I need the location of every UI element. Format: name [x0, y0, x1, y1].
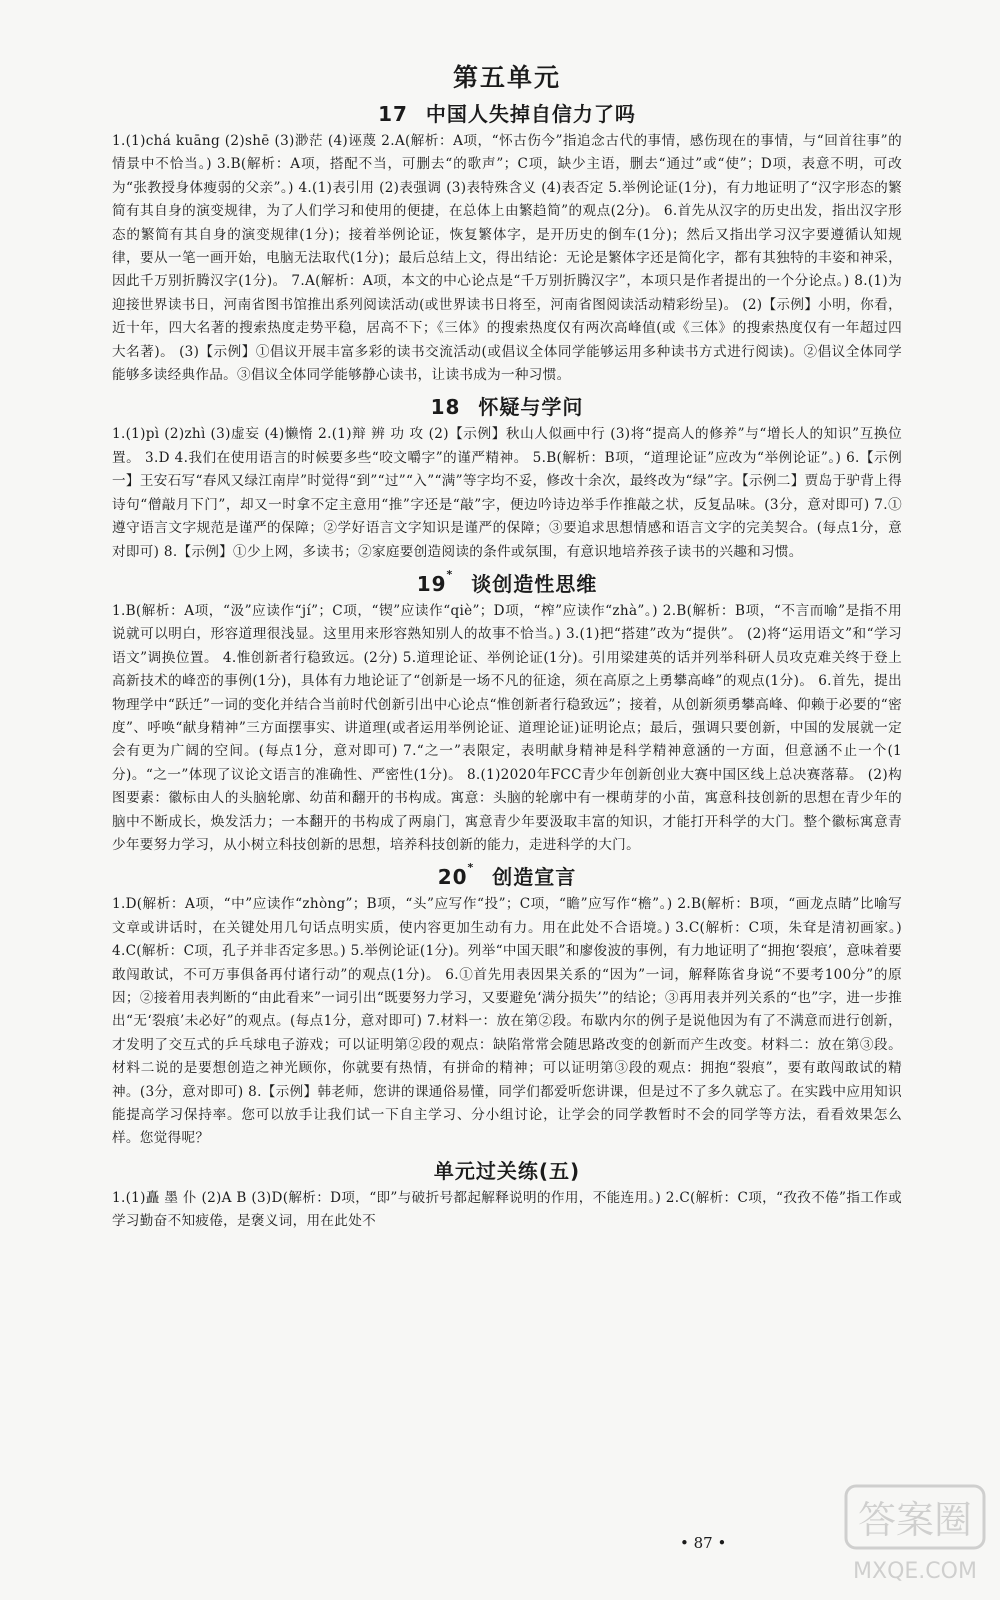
lesson-number-value: 20 [437, 865, 468, 890]
lesson-20 [112, 861, 902, 1150]
lesson-name: 谈创造性思维 [471, 571, 598, 596]
lesson-answer: 1.(1)pì (2)zhì (3)虚妄 (4)懒惰 2.(1)辩 辨 功 攻 (2)【示例】秋山人似画中行 (3)将“提高人的修养”与“增长人的知识”互换位置。 3.D 4.我们在使用语言的时候要多些“咬文嚼字”的谨严精神。 5.B(解析：B项，“道理论证”应改为“举例论证”。) 6.【示例一】王安石写“春风又绿江南岸”时觉得“到”“过”“入”“满”等字均不妥，修改十余次，最终改为“绿”字。【示例二】贾岛于驴背上得诗句“僧敲月下门”，却又一时拿不定主意用“推”字还是“敲”字，便边吟诗边举手作推敲之状，反复品味。(3分，意对即可) 7.①遵守语言文字规范是谨严的保障；②学好语言文字知识是谨严的保障；③要追求思想情感和语言文字的完美契合。(每点1分，意对即可) 8.【示例】①少上网，多读书；②家庭要创造阅读的条件或氛围，有意识地培养孩子读书的兴趣和习惯。 [112, 426, 902, 560]
watermark-logo [840, 1478, 990, 1593]
page-number: • 87 • [680, 1534, 727, 1552]
self-study-mark: * [446, 567, 454, 581]
svg-text:答案圈: 答案圈 [857, 1498, 973, 1542]
lesson-number [437, 861, 475, 890]
lesson-number: 18 [430, 395, 461, 420]
lesson-title [112, 861, 902, 890]
review-title: 单元过关练(五) [433, 1158, 581, 1183]
self-study-mark: * [467, 861, 475, 875]
lesson-answer: 1.D(解析：A项，“中”应读作“zhòng”；B项，“头”应写作“投”；C项，“瞻”应写作“檐”。) 2.B(解析：B项，“画龙点睛”比喻写文章或讲话时，在关键处用几句话点明实质，使内容更加生动有力。用在此处不合语境。) 3.C(解析：C项，朱耷是清初画家。) 4.C(解析：C项，孔子并非否定多思。) 5.举例论证(1分)。列举“中国天眼”和廖俊波的事例，有力地证明了“拥抱‘裂痕’，意味着要敢闯敢试，不可万事俱备再付诸行动”的观点(1分)。 6.①首先用表因果关系的“因为”一词，解释陈省身说“不要考100分”的原因；②接着用表判断的“由此看来”一词引出“既要努力学习，又要避免‘满分损失’”的结论；③再用表并列关系的“也”字，进一步推出“无‘裂痕’未必好”的观点。(每点1分，意对即可) 7.材料一：放在第②段。布歇内尔的例子是说他因为有了不满意而进行创新，才发明了交互式的乒乓球电子游戏；可以证明第②段的观点：缺陷常常会随思路改变的创新而产生改变。材料二：放在第③段。材料二说的是要想创造之神光顾你，你就要有热情，有拼命的精神；可以证明第③段的观点：拥抱“裂痕”，要有敢闯敢试的精神。(3分，意对即可) 8.【示例】韩老师，您讲的课通俗易懂，同学们都爱听您讲课，但是过不了多久就忘了。在实践中应用知识能提高学习保持率。您可以放手让我们试一下自主学习、分小组讨论，让学会的同学教暂时不会的同学等方法，看看效果怎么样。您觉得呢？ [112, 896, 902, 1147]
lesson-17 [112, 98, 902, 387]
lesson-title [112, 391, 902, 420]
unit-review [112, 1155, 902, 1234]
lesson-answer: 1.B(解析：A项，“汲”应读作“jí”；C项，“锲”应读作“qiè”；D项，“榨”应读作“zhà”。) 2.B(解析：B项，“不言而喻”是指不用说就可以明白，形容道理很浅显。这里用来形容熟知别人的故事不恰当。) 3.(1)把“搭建”改为“提供”。 (2)将“运用语文”和“学习语文”调换位置。 4.惟创新者行稳致远。(2分) 5.道理论证、举例论证(1分)。引用梁建英的话并列举科研人员攻克难关终于登上高新技术的峰峦的事例(1分)，具体有力地论证了“创新是一场不凡的征途，须在高原之上勇攀高峰”的观点(1分)。 6.首先，提出物理学中“跃迁”一词的变化并结合当前时代创新引出中心论点“惟创新者行稳致远”；接着，从创新须勇攀高峰、仰赖于必要的“密度”、呼唤“献身精神”三方面摆事实、讲道理(或者运用举例论证、道理论证)证明论点；最后，强调只要创新，中国的发展就一定会有更为广阔的空间。(每点1分，意对即可) 7.“之一”表限定，表明献身精神是科学精神意涵的一方面，但意涵不止一个(1分)。“之一”体现了议论文语言的准确性、严密性(1分)。 8.(1)2020年FCC青少年创新创业大赛中国区线上总决赛落幕。 (2)构图要素：徽标由人的头脑轮廓、幼苗和翻开的书构成。寓意：头脑的轮廓中有一棵萌芽的小苗，寓意科技创新的思想在青少年的脑中不断成长，焕发活力；一本翻开的书构成了两扇门，寓意青少年要汲取丰富的知识，才能打开科学的大门。整个徽标寓意青少年要努力学习，从小树立科技创新的思想，培养科技创新的能力，走进科学的大门。 [112, 602, 902, 853]
lesson-title [112, 568, 902, 597]
lesson-number [416, 567, 454, 596]
lesson-name: 怀疑与学问 [478, 395, 584, 420]
lesson-number: 17 [378, 102, 408, 126]
lesson-number-value: 19 [416, 571, 447, 596]
lesson-answer: 1.(1)chá kuāng (2)shē (3)渺茫 (4)诬蔑 2.A(解析：A项，“怀古伤今”指追念古代的事情，感伤现在的事情，与“回首往事”的情景中不恰当。) 3.B(解析：A项，搭配不当，可删去“的歌声”；C项，缺少主语，删去“通过”或“使”；D项，表意不明，可改为“张教授身体瘦弱的父亲”。) 4.(1)表引用 (2)表强调 (3)表特殊含义 (4)表否定 5.举例论证(1分)，有力地证明了“汉字形态的繁简有其自身的演变规律，为了人们学习和使用的便捷，在总体上由繁趋简”的观点(2分)。 6.首先从汉字的历史出发，指出汉字形态的繁简有其自身的演变规律(1分)；接着举例论证，恢复繁体字，是开历史的倒车(1分)；然后又指出学习汉字要遵循认知规律，要从一笔一画开始，电脑无法取代(1分)；最后总结上文，得出结论：无论是繁体字还是简化字，都有其独特的丰姿和神采，因此千万别折腾汉字(1分)。 7.A(解析：A项，本文的中心论点是“千万别折腾汉字”，本项只是作者提出的一个分论点。) 8.(1)为迎接世界读书日，河南省图书馆推出系列阅读活动(或世界读书日将至，河南省图阅读活动精彩纷呈)。 (2)【示例】小明，你看，近十年，四大名著的搜索热度走势平稳，居高不下；《三体》的搜索热度仅有两次高峰值(或《三体》的搜索热度仅有一年超过四大名著)。 (3)【示例】①倡议开展丰富多彩的读书交流活动(或倡议全体同学能够运用多种读书方式进行阅读)。②倡议全体同学能够多读经典作品。③倡议全体同学能够静心读书，让读书成为一种习惯。 [112, 133, 902, 384]
lesson-18 [112, 391, 902, 563]
svg-text:MXQE.COM: MXQE.COM [853, 1559, 977, 1584]
answer-page [112, 52, 902, 1234]
review-answer: 1.(1)矗 墨 仆 (2)A B (3)D(解析：D项，“即”与破折号都起解释说明的作用，不能连用。) 2.C(解析：C项，“孜孜不倦”指工作或学习勤奋不知疲倦，是褒义词，用在此处不 [112, 1189, 902, 1230]
lesson-19 [112, 568, 902, 857]
lesson-title [112, 98, 902, 127]
lesson-name: 中国人失掉自信力了吗 [425, 102, 636, 126]
lesson-name: 创造宣言 [492, 865, 577, 890]
unit-title: 第五单元 [452, 63, 561, 92]
